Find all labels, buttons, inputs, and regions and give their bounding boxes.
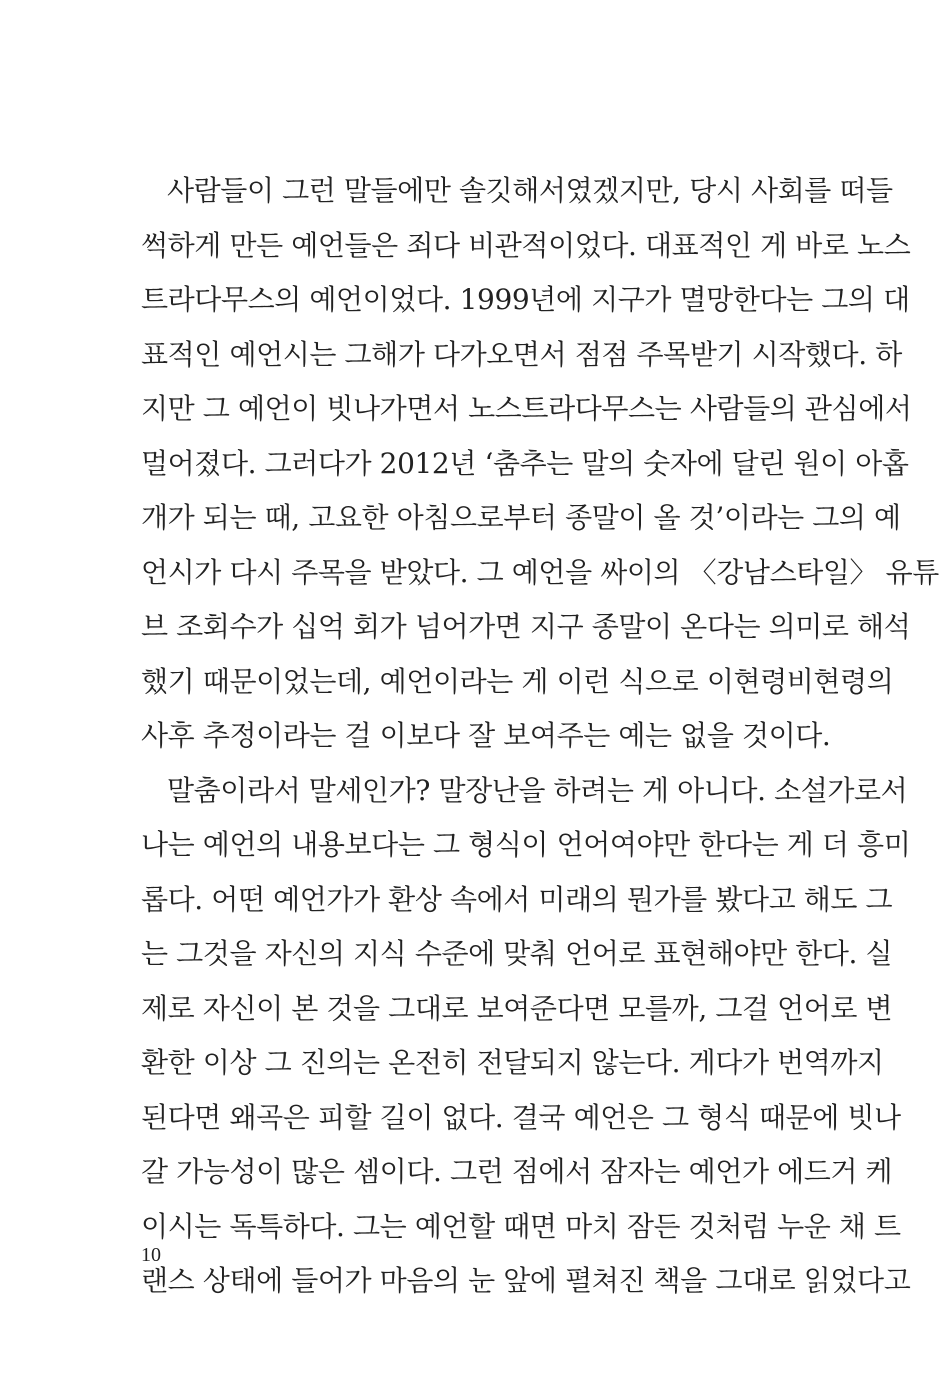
text-line: 개가 되는 때, 고요한 아침으로부터 종말이 올 것’이라는 그의 예 [141, 501, 901, 534]
text-line: 이시는 독특하다. 그는 예언할 때면 마치 잠든 것처럼 누운 채 트 [141, 1209, 901, 1243]
text-line: 지만 그 예언이 빗나가면서 노스트라다무스는 사람들의 관심에서 [141, 392, 912, 425]
text-line: 썩하게 만든 예언들은 죄다 비관적이었다. 대표적인 게 바로 노스 [141, 228, 911, 262]
paragraph-1 [141, 164, 939, 764]
paragraph-2 [141, 764, 911, 1309]
text-line: 표적인 예언시는 그해가 다가오면서 점점 주목받기 시작했다. 하 [141, 337, 902, 371]
text-line: 는 그것을 자신의 지식 수준에 맞춰 언어로 표현해야만 한다. 실 [141, 937, 893, 970]
text-line: 말춤이라서 말세인가? 말장난을 하려는 게 아니다. 소설가로서 [167, 773, 908, 807]
text-line: 멀어졌다. 그러다가 2012년 ‘춤추는 말의 숫자에 달린 원이 아홉 [141, 446, 909, 480]
text-line: 사람들이 그런 말들에만 솔깃해서였겠지만, 당시 사회를 떠들 [167, 174, 893, 207]
text-line: 환한 이상 그 진의는 온전히 전달되지 않는다. 게다가 번역까지 [141, 1046, 884, 1079]
text-line: 나는 예언의 내용보다는 그 형식이 언어여야만 한다는 게 더 흥미 [141, 828, 911, 861]
page-number: 10 [141, 1244, 161, 1266]
body-text [141, 164, 939, 1309]
text-line: 랜스 상태에 들어가 마음의 눈 앞에 펼쳐진 책을 그대로 읽었다고 [141, 1264, 911, 1297]
text-line: 갈 가능성이 많은 셈이다. 그런 점에서 잠자는 예언가 에드거 케 [141, 1155, 893, 1188]
text-line: 롭다. 어떤 예언가가 환상 속에서 미래의 뭔가를 봤다고 해도 그 [141, 882, 893, 916]
text-line: 브 조회수가 십억 회가 넘어가면 지구 종말이 온다는 의미로 해석 [141, 610, 911, 643]
text-line: 된다면 왜곡은 피할 길이 없다. 결국 예언은 그 형식 때문에 빗나 [141, 1100, 901, 1134]
text-line: 제로 자신이 본 것을 그대로 보여준다면 모를까, 그걸 언어로 변 [141, 991, 893, 1025]
text-line: 했기 때문이었는데, 예언이라는 게 이런 식으로 이현령비현령의 [141, 664, 894, 698]
text-line: 사후 추정이라는 걸 이보다 잘 보여주는 예는 없을 것이다. [141, 719, 831, 752]
text-line: 트라다무스의 예언이었다. 1999년에 지구가 멸망한다는 그의 대 [141, 283, 910, 316]
text-line: 언시가 다시 주목을 받았다. 그 예언을 싸이의 〈강남스타일〉 유튜 [141, 555, 939, 589]
